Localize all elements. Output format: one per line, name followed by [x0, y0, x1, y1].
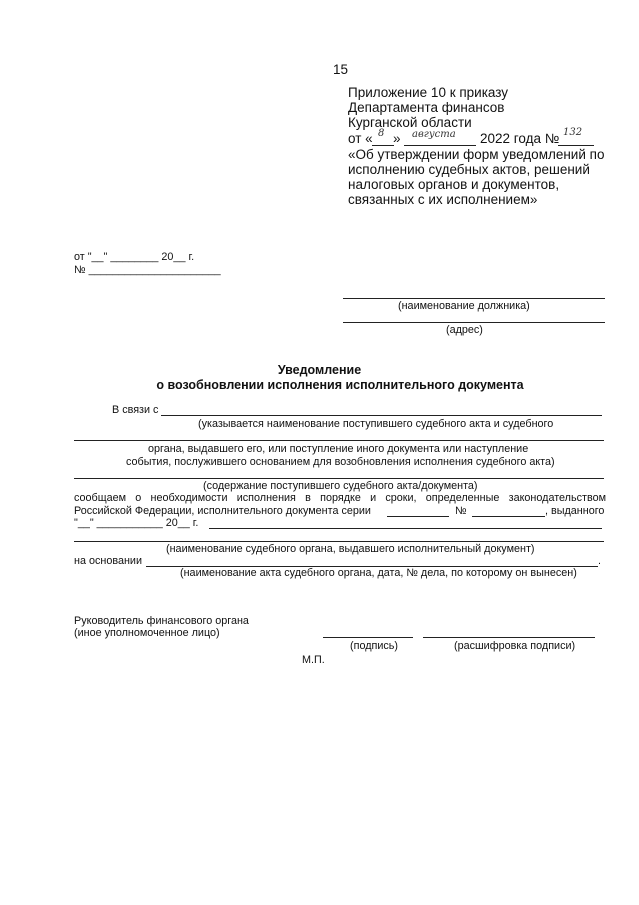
signature-caption: (подпись): [350, 640, 399, 652]
appendix-title-4: связанных с их исполнением»: [348, 192, 538, 207]
day-underline: [372, 145, 394, 146]
debtor-line: [343, 298, 605, 299]
content-line: [74, 478, 604, 479]
court-act-line-2: [74, 440, 604, 441]
appendix-line-2: Департамента финансов: [348, 100, 505, 115]
in-connection-line: [161, 415, 602, 416]
issue-date: "__" ___________ 20__ г.: [74, 517, 199, 529]
issued-label: , выданного: [545, 505, 605, 517]
caption-issuing-court: (наименование судебного органа, выдавшего исполнительный документ): [166, 543, 535, 555]
head-title-2: (иное уполномоченное лицо): [74, 627, 220, 639]
appendix-line-1: Приложение 10 к приказу: [348, 85, 509, 100]
caption-event: события, послужившего основанием для возобновления исполнения судебного акта): [126, 456, 555, 468]
appendix-title-1: «Об утверждении форм уведомлений по: [348, 147, 605, 162]
notice-title: Уведомление: [277, 363, 362, 377]
decode-caption: (расшифровка подписи): [454, 640, 576, 652]
number-underline: [558, 145, 594, 146]
body-paragraph-line-2: Российской Федерации, исполнительного документа серии: [74, 505, 371, 517]
appendix-date-mid: »: [393, 131, 401, 146]
outgoing-date: от "__" ________ 20__ г.: [74, 251, 195, 263]
appendix-date-prefix: от «: [348, 131, 373, 146]
page-number: 15: [333, 62, 349, 77]
month-underline: [404, 145, 476, 146]
appendix-title-3: налоговых органов и документов,: [348, 177, 560, 192]
appendix-line-3: Курганской области: [348, 115, 472, 130]
caption-court-act: (указывается наименование поступившего судебного акта и судебного: [198, 418, 554, 430]
number-sign: №: [455, 505, 467, 517]
in-connection-label: В связи с: [112, 404, 159, 416]
on-basis-dot: .: [598, 555, 601, 567]
address-caption: (адрес): [446, 324, 483, 336]
handwritten-day: 8: [378, 128, 385, 139]
signature-line: [323, 637, 413, 638]
issuing-court-line-1: [209, 528, 602, 529]
decode-line: [423, 637, 595, 638]
outgoing-number: № ______________________: [74, 264, 221, 276]
appendix-year: 2022 года №: [480, 131, 560, 146]
on-basis-label: на основании: [74, 555, 142, 567]
head-title-1: Руководитель финансового органа: [74, 615, 249, 627]
stamp-place: М.П.: [302, 654, 325, 666]
appendix-title-2: исполнению судебных актов, решений: [348, 162, 590, 177]
body-paragraph-line-1: сообщаем о необходимости исполнения в порядке и сроки, определенные законодательством: [74, 492, 606, 504]
handwritten-number: 132: [563, 127, 583, 138]
address-line: [343, 322, 605, 323]
caption-content: (содержание поступившего судебного акта/документа): [203, 480, 478, 492]
series-line: [387, 516, 449, 517]
handwritten-month: августа: [412, 129, 456, 140]
caption-issuing-body: органа, выдавшего его, или поступление иного документа или наступление: [148, 443, 529, 455]
issuing-court-line-2: [74, 541, 604, 542]
caption-court-act-name: (наименование акта судебного органа, дата, № дела, по которому он вынесен): [180, 567, 577, 579]
debtor-caption: (наименование должника): [398, 300, 530, 312]
doc-number-line: [472, 516, 545, 517]
notice-subtitle: о возобновлении исполнения исполнительного документа: [156, 378, 524, 392]
